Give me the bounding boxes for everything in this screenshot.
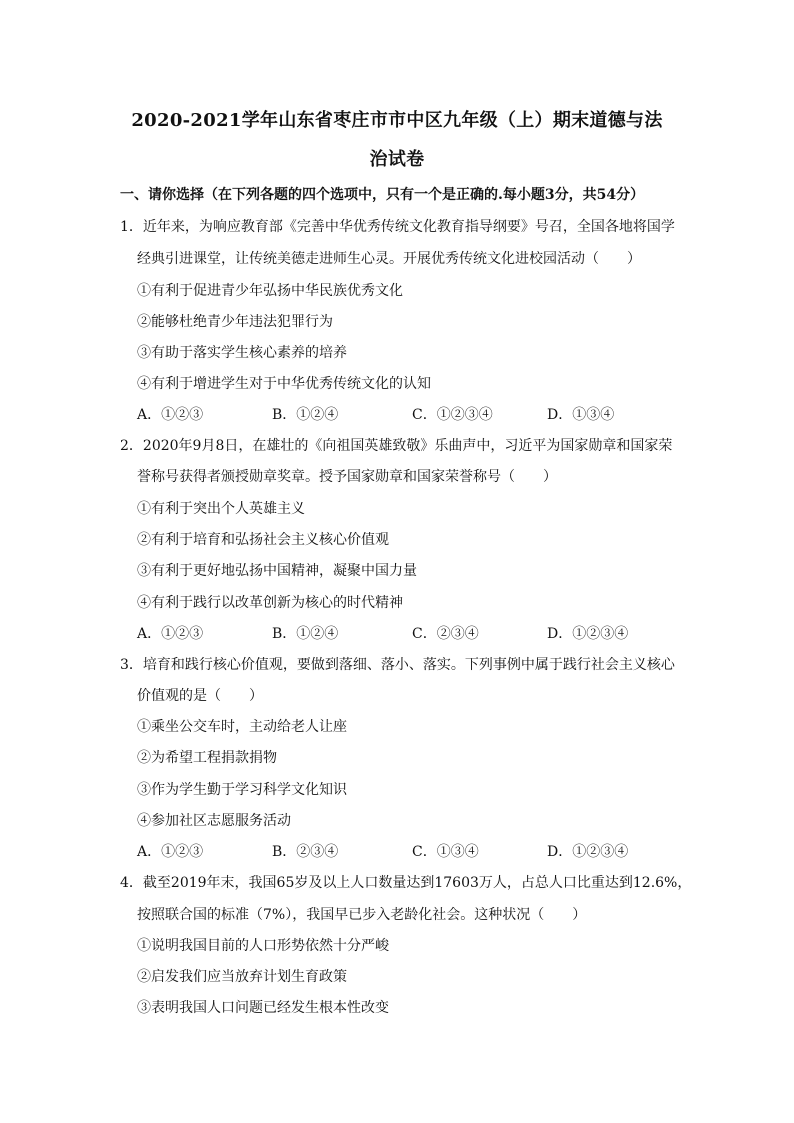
question-2-option-1: ①有利于突出个人英雄主义	[137, 501, 305, 517]
choice-b: B．①②④	[272, 626, 339, 642]
question-1-option-3: ③有助于落实学生核心素养的培养	[137, 345, 347, 361]
exam-title-line2: 治试卷	[369, 149, 425, 170]
question-1-option-1: ①有利于促进青少年弘扬中华民族优秀文化	[137, 283, 403, 299]
choice-a: A．①②③	[137, 626, 204, 642]
question-3-option-4: ④参加社区志愿服务活动	[137, 813, 291, 829]
choice-a: A．①②③	[137, 407, 204, 423]
question-2-stem-line1: 2．2020年9月8日，在雄壮的《向祖国英雄致敬》乐曲声中，习近平为国家勋章和国家荣	[120, 438, 673, 454]
question-4-option-2: ②启发我们应当放弃计划生育政策	[137, 969, 347, 985]
choice-d: D．①②③④	[547, 626, 629, 642]
choice-d: D．①②③④	[547, 844, 629, 860]
question-4-option-3: ③表明我国人口问题已经发生根本性改变	[137, 1000, 389, 1016]
question-3-stem-line2: 价值观的是（ ）	[137, 688, 263, 704]
question-4-stem-line1: 4．截至2019年末，我国65岁及以上人口数量达到17603万人，占总人口比重达到12.6%，	[120, 875, 692, 891]
question-4-option-1: ①说明我国目前的人口形势依然十分严峻	[137, 938, 389, 954]
choice-d: D．①③④	[547, 407, 615, 423]
question-3-option-3: ③作为学生勤于学习科学文化知识	[137, 782, 347, 798]
question-2-option-3: ③有利于更好地弘扬中国精神，凝聚中国力量	[137, 563, 417, 579]
choice-b: B．①②④	[272, 407, 339, 423]
choice-a: A．①②③	[137, 844, 204, 860]
question-2-stem-line2: 誉称号获得者颁授勋章奖章。授予国家勋章和国家荣誉称号（ ）	[137, 469, 557, 485]
question-4-stem-line2: 按照联合国的标准（7%），我国早已步入老龄化社会。这种状况（ ）	[137, 907, 587, 923]
question-1-stem-line2: 经典引进课堂，让传统美德走进师生心灵。开展优秀传统文化进校园活动（ ）	[137, 251, 641, 267]
choice-b: B．②③④	[272, 844, 339, 860]
question-2-option-2: ②有利于培育和弘扬社会主义核心价值观	[137, 532, 389, 548]
choice-c: C．①③④	[412, 844, 479, 860]
choice-c: C．②③④	[412, 626, 479, 642]
question-1-stem-line1: 1．近年来，为响应教育部《完善中华优秀传统文化教育指导纲要》号召，全国各地将国学	[120, 219, 675, 235]
choice-c: C．①②③④	[412, 407, 493, 423]
question-3-stem-line1: 3．培育和践行核心价值观，要做到落细、落小、落实。下列事例中属于践行社会主义核心	[120, 657, 675, 673]
question-2-option-4: ④有利于践行以改革创新为核心的时代精神	[137, 595, 403, 611]
question-1-option-4: ④有利于增进学生对于中华优秀传统文化的认知	[137, 376, 431, 392]
question-3-option-1: ①乘坐公交车时，主动给老人让座	[137, 719, 347, 735]
exam-title-line1: 2020-2021学年山东省枣庄市市中区九年级（上）期末道德与法	[131, 110, 663, 131]
question-3-option-2: ②为希望工程捐款捐物	[137, 750, 277, 766]
section-heading: 一、请你选择（在下列各题的四个选项中，只有一个是正确的.每小题3分，共54分）	[120, 187, 645, 203]
question-1-option-2: ②能够杜绝青少年违法犯罪行为	[137, 314, 333, 330]
